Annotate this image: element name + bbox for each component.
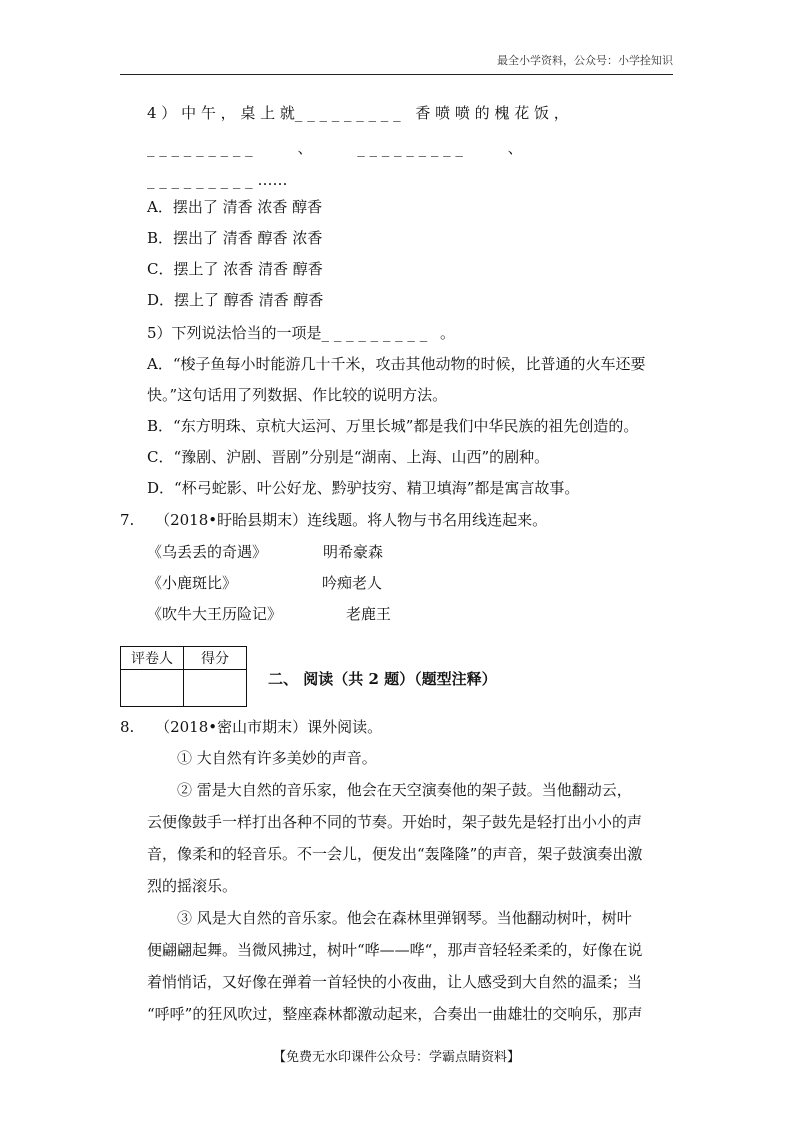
q4-option-d: D．摆上了 醇香 清香 醇香 [147,291,324,309]
grader-header: 评卷人 [121,647,184,670]
book-title: 《小鹿斑比》 [147,574,238,592]
question-number: 7. [120,511,135,529]
answer-blank: _ _ _ _ _ _ _ _ _ [321,324,428,342]
q7-stem [120,510,547,530]
q7-text: （2018•盱眙县期末）连线题。将人物与书名用线连起来。 [155,511,548,529]
score-cell [184,670,247,707]
q4-option-b: B．摆出了 清香 醇香 浓香 [147,229,323,247]
paragraph-2-line1: ② 雷是大自然的音乐家，他会在天空演奏他的架子鼓。当他翻动云， [177,781,632,799]
answer-blank: _ _ _ _ _ _ _ _ _ [357,139,463,157]
book-title: 《乌丢丢的奇遇》 [147,543,268,561]
q8-text: （2018•密山市期末）课外阅读。 [155,718,383,736]
paragraph-3-line2: 便翩翩起舞。当微风拂过，树叶“哗——哗“，那声音轻轻柔柔的，好像在说 [147,941,643,959]
separator: 、 [507,139,523,157]
paragraph-3-line1: ③ 风是大自然的音乐家。他会在森林里弹钢琴。当他翻动树叶，树叶 [177,909,632,927]
page-header: 最全小学资料，公众号：小学拴知识 [120,52,673,75]
question-number: 8. [120,718,135,736]
page-footer: 【免费无水印课件公众号：学霸点睛资料】 [272,1050,520,1065]
q5-option-b: B．“东方明珠、京杭大运河、万里长城”都是我们中华民族的祖先创造的。 [147,417,639,435]
q4-stem-post: 香 喷 喷 的 槐 花 饭 ， [415,104,569,122]
paragraph-3-line3: 着悄悄话，又好像在弹着一首轻快的小夜曲，让人感受到大自然的温柔；当 [147,973,643,991]
paragraph-2-line4: 烈的摇滚乐。 [147,877,238,895]
score-table [120,646,247,707]
q5-stem-pre: 5）下列说法恰当的一项是 [147,324,322,342]
paragraph-1: ① 大自然有许多美妙的声音。 [177,749,377,767]
q4-line1 [147,103,569,123]
book-title: 《吹牛大王历险记》 [147,605,283,623]
q5-option-c: C．“豫剧、沪剧、晋剧”分别是“湖南、上海、山西”的剧种。 [147,448,550,466]
q4-stem-pre: 4 ） 中 午 ， 桌 上 就 [147,104,295,122]
q4-line2 [147,138,523,158]
q5-option-a-line2: 快。”这句话用了列数据、作比较的说明方法。 [147,386,448,404]
q5-stem [147,323,455,343]
paragraph-3-line4: “呼呼”的狂风吹过，整座森林都激动起来，合奏出一曲雄壮的交响乐，那声 [147,1005,643,1023]
q4-line3 [147,170,287,190]
person-name: 老鹿王 [346,605,392,623]
paragraph-2-line3: 音，像柔和的轻音乐。不一会儿，便发出“轰隆隆”的声音，架子鼓演奏出激 [147,845,643,863]
q5-option-a-line1: A．“梭子鱼每小时能游几十千米，攻击其他动物的时候，比普通的火车还要 [147,355,646,373]
answer-blank: _ _ _ _ _ _ _ _ _ [147,171,253,189]
q4-option-a: A．摆出了 清香 浓香 醇香 [147,198,323,216]
person-name: 明希豪森 [323,543,384,561]
q5-stem-post: 。 [439,324,455,342]
person-name: 吟痴老人 [322,574,383,592]
q4-option-c: C．摆上了 浓香 清香 醇香 [147,260,323,278]
answer-blank: _ _ _ _ _ _ _ _ _ [294,104,401,122]
grader-cell [121,670,184,707]
separator: 、 [297,139,313,157]
answer-blank: _ _ _ _ _ _ _ _ _ [147,139,253,157]
section-title: 二、 阅读（共 2 题）（题型注释） [268,670,497,688]
q5-option-d: D．“杯弓蛇影、叶公好龙、黔驴技穷、精卫填海”都是寓言故事。 [147,479,580,497]
score-header: 得分 [184,647,247,670]
ellipsis: …… [257,171,288,189]
paragraph-2-line2: 云便像鼓手一样打出各种不同的节奏。开始时，架子鼓先是轻打出小小的声 [147,813,643,831]
q8-stem [120,717,382,737]
